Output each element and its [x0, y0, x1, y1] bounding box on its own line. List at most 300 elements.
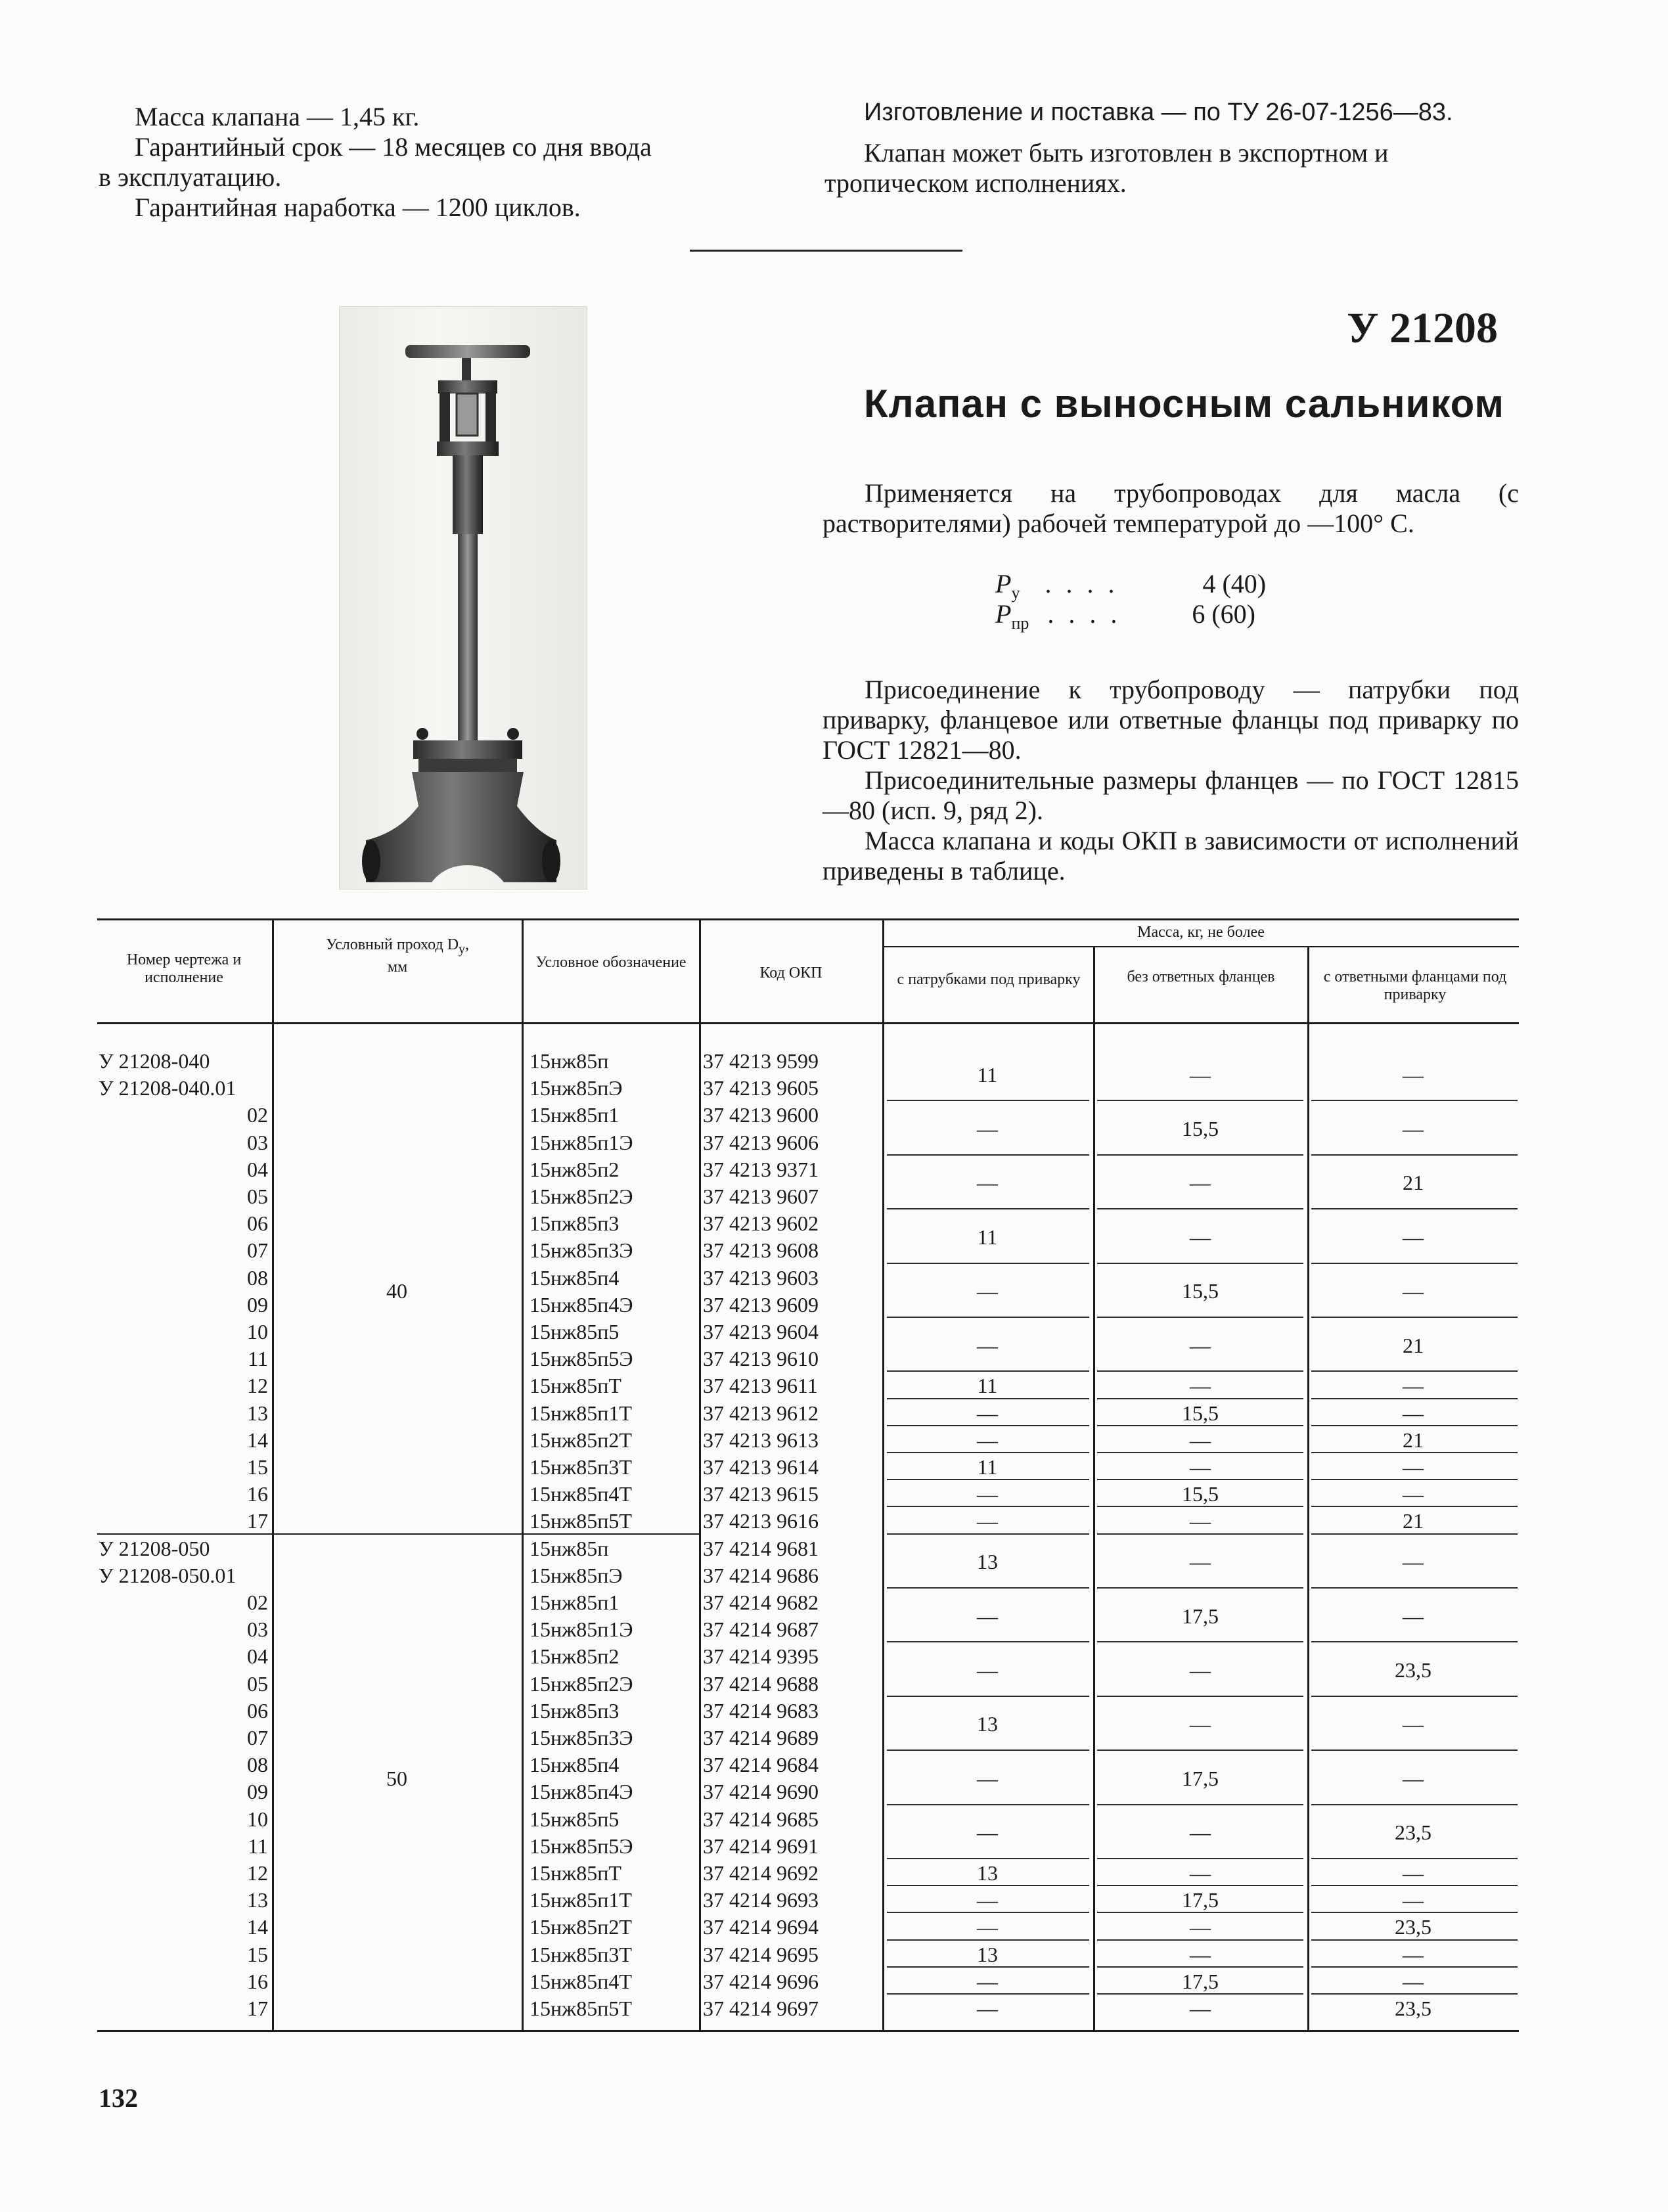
mass-separator: [1311, 1100, 1518, 1101]
mass-no-flange: 15,5: [1182, 1279, 1219, 1303]
mass-separator: [1311, 1939, 1518, 1941]
group-separator: [97, 1533, 699, 1535]
okp-code: 37 4213 9611: [703, 1374, 818, 1398]
application-text: [823, 478, 1519, 539]
drawing-number: 13: [247, 1888, 268, 1912]
intro-warranty: Гарантийный срок — 18 месяцев со дня ввода: [135, 132, 652, 162]
mass-separator: [1311, 1154, 1518, 1156]
drawing-number: 10: [247, 1807, 268, 1831]
hdr-designation: Условное обозначение: [535, 954, 687, 971]
hdr-mass-group: Масса, кг, не более: [1137, 924, 1265, 941]
connection-paragraph: Присоединение к трубопроводу — патрубки под приварку, фланцевое или ответные фланцы под приварку по ГОСТ 12821—80.: [823, 675, 1519, 765]
mass-separator: [887, 1885, 1089, 1886]
intro-left: [99, 102, 788, 223]
designation: 15нж85пЭ: [530, 1076, 623, 1100]
okp-code: 37 4214 9689: [703, 1726, 819, 1749]
mass-separator: [1311, 1479, 1518, 1480]
mass-separator: [1311, 1749, 1518, 1751]
mass-weld: 13: [977, 1942, 998, 1966]
mass-separator: [887, 1154, 1089, 1156]
okp-code: 37 4213 9613: [703, 1428, 819, 1452]
mass-separator: [887, 1939, 1089, 1941]
mass-separator: [1097, 1154, 1303, 1156]
designation: 15нж85п5: [530, 1320, 620, 1343]
mass-no-flange: —: [1190, 1658, 1211, 1682]
mass-weld: 11: [977, 1455, 998, 1479]
mass-separator: [1097, 1398, 1303, 1399]
okp-code: 37 4213 9604: [703, 1320, 819, 1343]
okp-code: 37 4213 9371: [703, 1157, 819, 1181]
mass-separator: [1097, 1587, 1303, 1589]
valve-illustration: [340, 307, 587, 889]
drawing-number: У 21208-040.01: [99, 1076, 237, 1100]
designation: 15нж85п4: [530, 1265, 620, 1290]
mass-no-flange: 17,5: [1182, 1604, 1219, 1628]
drawing-number: 11: [248, 1834, 268, 1858]
mass-separator: [1097, 1533, 1303, 1535]
drawing-number: 05: [247, 1185, 268, 1208]
mass-separator: [887, 1993, 1089, 1995]
mass-with-flange: —: [1403, 1374, 1424, 1398]
okp-code: 37 4213 9603: [703, 1265, 819, 1290]
nominal-diameter: 50: [386, 1766, 407, 1790]
drawing-number: 15: [247, 1455, 268, 1479]
mass-with-flange: —: [1403, 1969, 1424, 1993]
okp-code: 37 4213 9606: [703, 1130, 819, 1154]
designation: 15нж85п5Э: [530, 1834, 633, 1858]
mass-weld: —: [977, 1997, 998, 2020]
designation: 15нж85п5: [530, 1807, 620, 1831]
designation: 15нж85пТ: [530, 1374, 621, 1398]
drawing-number: 05: [247, 1671, 268, 1696]
mass-weld: 13: [977, 1712, 998, 1736]
mass-with-flange: —: [1403, 1062, 1424, 1087]
mass-separator: [887, 1425, 1089, 1426]
mass-separator: [887, 1452, 1089, 1453]
mass-separator: [887, 1749, 1089, 1751]
designation: 15нж85п3Э: [530, 1238, 633, 1263]
designation: 15нж85п5Т: [530, 1509, 632, 1533]
hdr-mass-with-flange: с ответными фланцами под приварку: [1323, 968, 1507, 1003]
mass-separator: [1097, 1263, 1303, 1264]
mass-separator: [887, 1398, 1089, 1399]
designation: 15нж85п1: [530, 1591, 620, 1614]
mass-separator: [1097, 1370, 1303, 1372]
okp-code: 37 4214 9395: [703, 1644, 819, 1669]
okp-code: 37 4214 9690: [703, 1780, 819, 1804]
mass-separator: [1097, 1696, 1303, 1697]
intro-right: [824, 97, 1521, 198]
drawing-number: 07: [247, 1726, 268, 1749]
okp-code: 37 4214 9695: [703, 1942, 819, 1966]
mass-separator: [887, 1804, 1089, 1805]
mass-separator: [1097, 1479, 1303, 1480]
mass-weld: —: [977, 1482, 998, 1506]
designation: 15нж85п2Т: [530, 1428, 632, 1452]
okp-code: 37 4213 9608: [703, 1238, 819, 1263]
param-ppr-value: 6 (60): [1192, 599, 1255, 629]
drawing-number: 14: [247, 1915, 268, 1939]
mass-separator: [1311, 1533, 1518, 1535]
page-number: 132: [99, 2083, 138, 2113]
mass-separator: [1311, 1966, 1518, 1968]
designation: 15нж85п4Т: [530, 1482, 632, 1506]
okp-code: 37 4213 9616: [703, 1509, 819, 1533]
mass-no-flange: —: [1190, 1428, 1211, 1452]
intro-spec: Изготовление и поставка — по ТУ 26-07-1256—83.: [864, 99, 1453, 126]
mass-separator: [1311, 1452, 1518, 1453]
mass-no-flange: —: [1190, 1225, 1211, 1249]
mass-separator: [1097, 1885, 1303, 1886]
mass-separator: [1311, 1804, 1518, 1805]
mass-separator: [887, 1506, 1089, 1507]
col-divider-6: [1307, 946, 1309, 2030]
mass-with-flange: —: [1403, 1401, 1424, 1425]
mass-no-flange: 17,5: [1182, 1969, 1219, 1993]
drawing-number: 12: [247, 1374, 268, 1398]
designation: 15нж85п5Э: [530, 1347, 633, 1371]
mass-weld: —: [977, 1117, 998, 1140]
mass-separator: [887, 1587, 1089, 1589]
okp-code: 37 4214 9696: [703, 1969, 819, 1993]
designation: 15нж85п3: [530, 1698, 620, 1723]
mass-separator: [887, 1208, 1089, 1209]
mass-no-flange: —: [1190, 1374, 1211, 1398]
okp-code: 37 4214 9687: [703, 1617, 819, 1642]
drawing-number: 14: [247, 1428, 268, 1452]
intro-warranty-cont: в эксплуатацию.: [99, 162, 282, 192]
drawing-number: 07: [247, 1238, 268, 1263]
mass-no-flange: —: [1190, 1062, 1211, 1087]
okp-code: 37 4213 9615: [703, 1482, 819, 1506]
table-header-rule: [97, 1022, 1519, 1024]
mass-separator: [1311, 1208, 1518, 1209]
okp-code: 37 4213 9600: [703, 1103, 819, 1127]
mass-with-flange: 23,5: [1395, 1915, 1431, 1939]
intro-cycles: Гарантийная наработка — 1200 циклов.: [135, 192, 581, 222]
mass-separator: [887, 1641, 1089, 1642]
mass-with-flange: 21: [1403, 1428, 1424, 1452]
col-divider-3: [699, 918, 701, 2030]
mass-no-flange: —: [1190, 1171, 1211, 1195]
mass-separator: [1097, 1804, 1303, 1805]
hdr-mass-weld: с патрубками под приварку: [897, 971, 1081, 988]
col-divider-5: [1093, 946, 1095, 2030]
drawing-number: 09: [247, 1780, 268, 1804]
designation: 15нж85п2Э: [530, 1671, 633, 1696]
drawing-number: 08: [247, 1265, 268, 1290]
mass-separator: [887, 1370, 1089, 1372]
param-ppr-symbol: P: [995, 599, 1012, 629]
valve-photo: [339, 306, 587, 890]
mass-separator: [887, 1912, 1089, 1913]
mass-weld: —: [977, 1171, 998, 1195]
mass-no-flange: 15,5: [1182, 1117, 1219, 1140]
mass-weld: 13: [977, 1861, 998, 1885]
mass-with-flange: 23,5: [1395, 1658, 1431, 1682]
designation: 15нж85п2: [530, 1157, 620, 1181]
mass-weld: —: [977, 1428, 998, 1452]
mass-separator: [887, 1317, 1089, 1318]
mass-weld: —: [977, 1658, 998, 1682]
mass-with-flange: —: [1403, 1279, 1424, 1303]
section-divider: [690, 250, 962, 252]
drawing-number: 08: [247, 1753, 268, 1777]
okp-code: 37 4214 9688: [703, 1671, 819, 1696]
drawing-number: 10: [247, 1320, 268, 1343]
mass-separator: [1311, 1912, 1518, 1913]
mass-no-flange: —: [1190, 1333, 1211, 1357]
mass-with-flange: 23,5: [1395, 1997, 1431, 2020]
designation: 15нж85п1Т: [530, 1888, 632, 1912]
mass-no-flange: —: [1190, 1915, 1211, 1939]
mass-weld: —: [977, 1333, 998, 1357]
mass-weld: —: [977, 1888, 998, 1912]
connection-text: [823, 675, 1519, 886]
param-ppr-dots: . . . .: [1047, 599, 1121, 629]
nominal-diameter: 40: [386, 1279, 407, 1303]
mass-weld: 11: [977, 1374, 998, 1398]
designation: 15нж85п2Т: [530, 1915, 632, 1939]
mass-group-rule: [882, 946, 1519, 947]
okp-code: 37 4213 9607: [703, 1185, 819, 1208]
mass-weld: 11: [977, 1062, 998, 1087]
mass-separator: [887, 1533, 1089, 1535]
designation: 15нж85п: [530, 1536, 609, 1560]
mass-with-flange: —: [1403, 1766, 1424, 1790]
designation: 15нж85пЭ: [530, 1563, 623, 1587]
mass-separator: [1097, 1317, 1303, 1318]
okp-code: 37 4213 9614: [703, 1455, 819, 1479]
table-bottom-rule: [97, 2030, 1519, 2032]
col-divider-2: [522, 918, 524, 2030]
mass-separator: [1311, 1425, 1518, 1426]
mass-separator: [1311, 1641, 1518, 1642]
param-ppr: [995, 599, 1255, 639]
drawing-number: У 21208-050.01: [99, 1563, 237, 1587]
mass-no-flange: —: [1190, 1997, 1211, 2020]
okp-code: 37 4213 9602: [703, 1211, 819, 1236]
designation: 15нж85п4Э: [530, 1292, 633, 1317]
mass-no-flange: —: [1190, 1861, 1211, 1885]
drawing-number: 11: [248, 1347, 268, 1371]
mass-weld: —: [977, 1604, 998, 1628]
mass-with-flange: 23,5: [1395, 1820, 1431, 1845]
okp-code: 37 4214 9691: [703, 1834, 819, 1858]
drawing-number: 02: [247, 1103, 268, 1127]
mass-separator: [1097, 1749, 1303, 1751]
mass-separator: [1311, 1263, 1518, 1264]
drawing-number: 17: [247, 1509, 268, 1533]
mass-no-flange: —: [1190, 1550, 1211, 1574]
okp-code: 37 4214 9685: [703, 1807, 819, 1831]
col-divider-1: [272, 918, 274, 2030]
mass-separator: [1097, 1858, 1303, 1859]
mass-no-flange: 17,5: [1182, 1766, 1219, 1790]
mass-no-flange: 15,5: [1182, 1482, 1219, 1506]
okp-code: 37 4213 9610: [703, 1347, 819, 1371]
mass-separator: [1311, 1696, 1518, 1697]
okp-code: 37 4214 9692: [703, 1861, 819, 1885]
designation: 15нж85п1Т: [530, 1401, 632, 1425]
mass-weld: —: [977, 1969, 998, 1993]
mass-with-flange: 21: [1403, 1509, 1424, 1533]
mass-weld: 11: [977, 1225, 998, 1249]
okp-code: 37 4214 9694: [703, 1915, 819, 1939]
mass-weld: —: [977, 1766, 998, 1790]
okp-code: 37 4213 9612: [703, 1401, 819, 1425]
mass-separator: [1311, 1885, 1518, 1886]
param-py-value: 4 (40): [1202, 569, 1267, 598]
table-top-rule: [97, 918, 1519, 920]
mass-no-flange: 17,5: [1182, 1888, 1219, 1912]
mass-separator: [887, 1479, 1089, 1480]
mass-separator: [1097, 1641, 1303, 1642]
product-code: У 21208: [1347, 304, 1498, 352]
drawing-number: 16: [247, 1969, 268, 1993]
mass-with-flange: —: [1403, 1455, 1424, 1479]
designation: 15нж85п2Э: [530, 1185, 633, 1208]
mass-separator: [1097, 1100, 1303, 1101]
mass-weld: —: [977, 1820, 998, 1845]
mass-separator: [1097, 1452, 1303, 1453]
mass-with-flange: —: [1403, 1550, 1424, 1574]
drawing-number: 17: [247, 1997, 268, 2020]
flange-dims-paragraph: Присоединительные размеры фланцев — по ГОСТ 12815—80 (исп. 9, ряд 2).: [823, 765, 1519, 825]
drawing-number: 15: [247, 1942, 268, 1966]
drawing-number: 02: [247, 1591, 268, 1614]
param-py-sub: у: [1011, 583, 1020, 602]
mass-separator: [887, 1696, 1089, 1697]
mass-separator: [1311, 1398, 1518, 1399]
mass-no-flange: 15,5: [1182, 1401, 1219, 1425]
mass-no-flange: —: [1190, 1820, 1211, 1845]
intro-export-cont: тропическом исполнениях.: [824, 168, 1127, 198]
param-py-symbol: P: [995, 569, 1012, 598]
hdr-dn-unit: мм: [387, 958, 408, 976]
okp-code: 37 4213 9609: [703, 1292, 819, 1317]
designation: 15нж85п1Э: [530, 1617, 633, 1642]
product-title: Клапан с выносным сальником: [864, 382, 1504, 426]
mass-separator: [1311, 1587, 1518, 1589]
mass-with-flange: 21: [1403, 1171, 1424, 1195]
okp-code: 37 4213 9605: [703, 1076, 819, 1100]
mass-separator: [1311, 1993, 1518, 1995]
col-divider-4: [882, 918, 884, 2030]
mass-weld: —: [977, 1401, 998, 1425]
designation: 15нж85п1Э: [530, 1130, 633, 1154]
mass-with-flange: —: [1403, 1861, 1424, 1885]
mass-separator: [1097, 1506, 1303, 1507]
mass-weld: 13: [977, 1550, 998, 1574]
okp-code: 37 4214 9693: [703, 1888, 819, 1912]
mass-separator: [887, 1858, 1089, 1859]
param-ppr-sub: пр: [1011, 614, 1029, 633]
mass-separator: [887, 1100, 1089, 1101]
mass-with-flange: —: [1403, 1604, 1424, 1628]
designation: 15нж85п5Т: [530, 1997, 632, 2020]
drawing-number: 09: [247, 1292, 268, 1317]
drawing-number: У 21208-050: [99, 1536, 210, 1560]
mass-separator: [1311, 1317, 1518, 1318]
mass-with-flange: —: [1403, 1888, 1424, 1912]
param-py-dots: . . . .: [1045, 569, 1119, 598]
mass-with-flange: 21: [1403, 1333, 1424, 1357]
designation: 15пж85п3: [530, 1211, 620, 1236]
drawing-number: 12: [247, 1861, 268, 1885]
intro-export: Клапан может быть изготовлен в экспортном и: [864, 138, 1389, 168]
hdr-dn: Условный проход $D_у$, мм: [325, 936, 470, 976]
mass-separator: [1097, 1912, 1303, 1913]
mass-no-flange: —: [1190, 1942, 1211, 1966]
okp-code: 37 4214 9697: [703, 1997, 819, 2020]
mass-separator: [1311, 1370, 1518, 1372]
designation: 15нж85п1: [530, 1103, 620, 1127]
drawing-number: 06: [247, 1698, 268, 1723]
mass-no-flange: —: [1190, 1455, 1211, 1479]
mass-note-paragraph: Масса клапана и коды ОКП в зависимости от исполнений приведены в таблице.: [823, 826, 1519, 886]
designation: 15нж85п3Э: [530, 1726, 633, 1749]
mass-separator: [1097, 1966, 1303, 1968]
mass-weld: —: [977, 1509, 998, 1533]
mass-weld: —: [977, 1279, 998, 1303]
mass-separator: [1097, 1425, 1303, 1426]
mass-with-flange: —: [1403, 1712, 1424, 1736]
mass-with-flange: —: [1403, 1942, 1424, 1966]
mass-with-flange: —: [1403, 1482, 1424, 1506]
drawing-number: 16: [247, 1482, 268, 1506]
hdr-dn-sub: у: [459, 941, 466, 957]
mass-with-flange: —: [1403, 1225, 1424, 1249]
drawing-number: 03: [247, 1617, 268, 1642]
mass-separator: [1311, 1506, 1518, 1507]
intro-mass: Масса клапана — 1,45 кг.: [135, 102, 420, 131]
hdr-okp: Код ОКП: [759, 964, 823, 982]
drawing-number: 03: [247, 1130, 268, 1154]
hdr-mass-no-flange: без ответных фланцев: [1127, 968, 1275, 985]
mass-separator: [1097, 1993, 1303, 1995]
mass-no-flange: —: [1190, 1712, 1211, 1736]
designation: 15нж85п2: [530, 1644, 620, 1669]
application-paragraph: Применяется на трубопроводах для масла (с растворителями) рабочей температурой до —100° С.: [823, 478, 1519, 538]
okp-code: 37 4213 9599: [703, 1049, 819, 1073]
okp-code: 37 4214 9682: [703, 1591, 819, 1614]
mass-weld: —: [977, 1915, 998, 1939]
mass-separator: [1311, 1858, 1518, 1859]
okp-code: 37 4214 9684: [703, 1753, 819, 1777]
designation: 15нж85п3Т: [530, 1455, 632, 1479]
mass-separator: [1097, 1208, 1303, 1209]
drawing-number: 04: [247, 1157, 268, 1181]
designation: 15нж85пТ: [530, 1861, 621, 1885]
mass-separator: [1097, 1939, 1303, 1941]
designation: 15нж85п4Т: [530, 1969, 632, 1993]
okp-code: 37 4214 9686: [703, 1563, 819, 1587]
drawing-number: 13: [247, 1401, 268, 1425]
mass-with-flange: —: [1403, 1117, 1424, 1140]
okp-code: 37 4214 9681: [703, 1536, 819, 1560]
designation: 15нж85п4Э: [530, 1780, 633, 1804]
mass-separator: [887, 1966, 1089, 1968]
hdr-drawing: Номер чертежа и исполнение: [126, 951, 242, 986]
mass-no-flange: —: [1190, 1509, 1211, 1533]
designation: 15нж85п4: [530, 1753, 620, 1777]
okp-code: 37 4214 9683: [703, 1698, 819, 1723]
hdr-dn-label: Условный проход D: [325, 936, 459, 953]
drawing-number: У 21208-040: [99, 1049, 210, 1073]
designation: 15нж85п3Т: [530, 1942, 632, 1966]
drawing-number: 06: [247, 1211, 268, 1236]
